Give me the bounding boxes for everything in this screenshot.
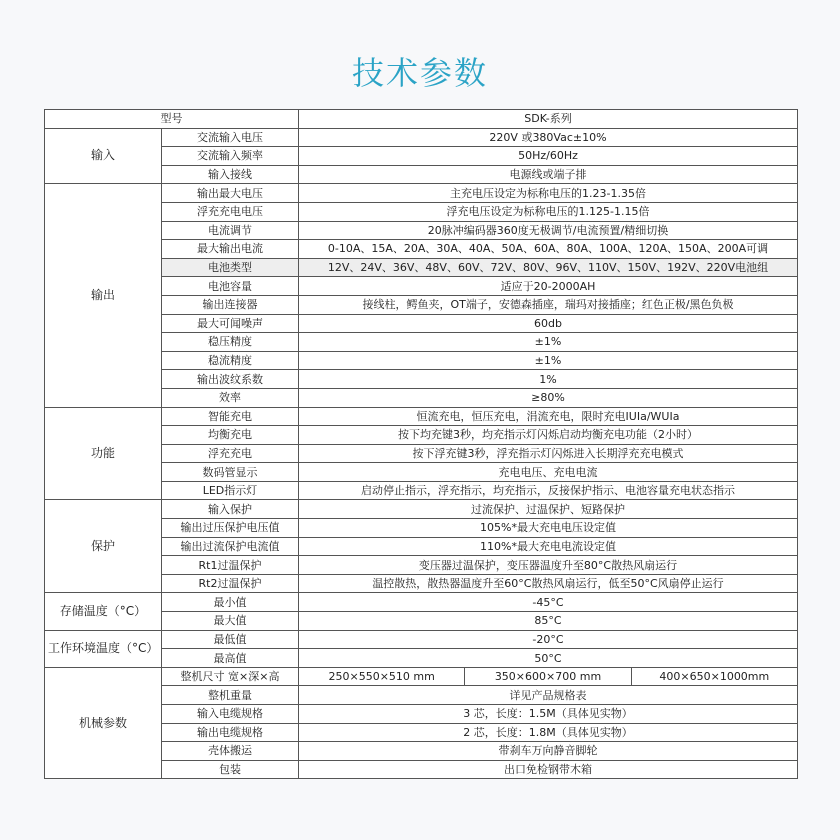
param-value: 按下浮充键3秒，浮充指示灯闪烁进入长期浮充充电模式 (299, 444, 798, 463)
mechanical-group-label: 机械参数 (45, 667, 162, 779)
param-value: -20°C (299, 630, 798, 649)
table-row (45, 630, 798, 649)
model-value: SDK-系列 (299, 110, 798, 129)
table-row (45, 593, 798, 612)
param-value: 浮充电压设定为标称电压的1.125-1.15倍 (299, 202, 798, 221)
param-name: 数码管显示 (162, 463, 299, 482)
param-value: 0-10A、15A、20A、30A、40A、50A、60A、80A、100A、120A、150A、200A可调 (299, 240, 798, 259)
param-name: 电池类型 (162, 258, 299, 277)
param-name: 智能充电 (162, 407, 299, 426)
param-value: 接线柱，鳄鱼夹，OT端子，安德森插座，瑞玛对接插座；红色正极/黑色负极 (299, 295, 798, 314)
input-group-label: 输入 (45, 128, 162, 184)
param-name: 包装 (162, 760, 299, 779)
param-value: 详见产品规格表 (299, 686, 798, 705)
param-value: ±1% (299, 333, 798, 352)
param-value: 电源线或端子排 (299, 165, 798, 184)
size-option: 250×550×510 mm (328, 669, 435, 683)
param-value: 105%*最大充电电压设定值 (299, 519, 798, 538)
param-value: 启动停止指示，浮充指示，均充指示，反接保护指示、电池容量充电状态指示 (299, 481, 798, 500)
param-name: 效率 (162, 388, 299, 407)
table-row-header (45, 110, 798, 129)
param-name: 输出电缆规格 (162, 723, 299, 742)
param-value: 过流保护、过温保护、短路保护 (299, 500, 798, 519)
param-value: 带刹车万向静音脚轮 (299, 742, 798, 761)
param-name: 输出过压保护电压值 (162, 519, 299, 538)
param-name: 最高值 (162, 649, 299, 668)
param-name: 整机重量 (162, 686, 299, 705)
param-name: 输出最大电压 (162, 184, 299, 203)
table-row (45, 128, 798, 147)
param-name: 最低值 (162, 630, 299, 649)
param-value: 220V 或380Vac±10% (299, 128, 798, 147)
param-name: LED指示灯 (162, 481, 299, 500)
table-row (45, 667, 798, 686)
param-value: 恒流充电，恒压充电，涓流充电，限时充电IUIa/WUIa (299, 407, 798, 426)
param-name: 浮充充电 (162, 444, 299, 463)
param-name: 最大值 (162, 612, 299, 631)
param-value-size (299, 667, 798, 686)
param-value: -45°C (299, 593, 798, 612)
param-value: 60db (299, 314, 798, 333)
storage-group-label: 存储温度（°C） (45, 593, 162, 630)
size-option: 400×650×1000mm (631, 668, 797, 686)
param-value: 充电电压、充电电流 (299, 463, 798, 482)
param-value: 按下均充键3秒，均充指示灯闪烁启动均衡充电功能（2小时） (299, 426, 798, 445)
param-name: 壳体搬运 (162, 742, 299, 761)
param-value: ≥80% (299, 388, 798, 407)
param-name: 输入保护 (162, 500, 299, 519)
param-value: 适应于20-2000AH (299, 277, 798, 296)
size-option: 350×600×700 mm (464, 668, 630, 686)
spec-table-body (45, 110, 798, 779)
table-row (45, 500, 798, 519)
param-value: ±1% (299, 351, 798, 370)
param-name: Rt2过温保护 (162, 574, 299, 593)
output-group-label: 输出 (45, 184, 162, 407)
param-value: 50°C (299, 649, 798, 668)
param-name: 输入电缆规格 (162, 705, 299, 724)
param-name: 浮充充电电压 (162, 202, 299, 221)
param-name: 稳流精度 (162, 351, 299, 370)
param-name: 最大输出电流 (162, 240, 299, 259)
param-value: 20脉冲编码器360度无极调节/电流预置/精细切换 (299, 221, 798, 240)
table-row (45, 184, 798, 203)
table-row (45, 407, 798, 426)
protection-group-label: 保护 (45, 500, 162, 593)
param-name: 电池容量 (162, 277, 299, 296)
param-name: 交流输入电压 (162, 128, 299, 147)
size-options (299, 668, 797, 686)
param-name: 最小值 (162, 593, 299, 612)
param-value: 温控散热，散热器温度升至60°C散热风扇运行，低至50°C风扇停止运行 (299, 574, 798, 593)
param-name: 整机尺寸 宽×深×高 (162, 667, 299, 686)
working-group-label: 工作环境温度（°C） (45, 630, 162, 667)
param-name: 均衡充电 (162, 426, 299, 445)
param-value: 主充电压设定为标称电压的1.23-1.35倍 (299, 184, 798, 203)
param-value: 变压器过温保护，变压器温度升至80°C散热风扇运行 (299, 556, 798, 575)
param-name: 输入接线 (162, 165, 299, 184)
param-value: 1% (299, 370, 798, 389)
param-value: 3 芯，长度：1.5M（具体见实物） (299, 705, 798, 724)
function-group-label: 功能 (45, 407, 162, 500)
param-value: 12V、24V、36V、48V、60V、72V、80V、96V、110V、150V、192V、220V电池组 (299, 258, 798, 277)
param-name: 最大可闻噪声 (162, 314, 299, 333)
model-label: 型号 (45, 110, 299, 129)
param-name: 交流输入频率 (162, 147, 299, 166)
param-value: 110%*最大充电电流设定值 (299, 537, 798, 556)
page-title: 技术参数 (351, 54, 488, 92)
param-value: 2 芯，长度：1.8M（具体见实物） (299, 723, 798, 742)
param-value: 85°C (299, 612, 798, 631)
param-name: 输出波纹系数 (162, 370, 299, 389)
param-name: 输出连接器 (162, 295, 299, 314)
param-value: 出口免检钢带木箱 (299, 760, 798, 779)
param-name: 输出过流保护电流值 (162, 537, 299, 556)
param-name: 电流调节 (162, 221, 299, 240)
param-name: Rt1过温保护 (162, 556, 299, 575)
param-name: 稳压精度 (162, 333, 299, 352)
param-value: 50Hz/60Hz (299, 147, 798, 166)
spec-table (44, 109, 798, 779)
